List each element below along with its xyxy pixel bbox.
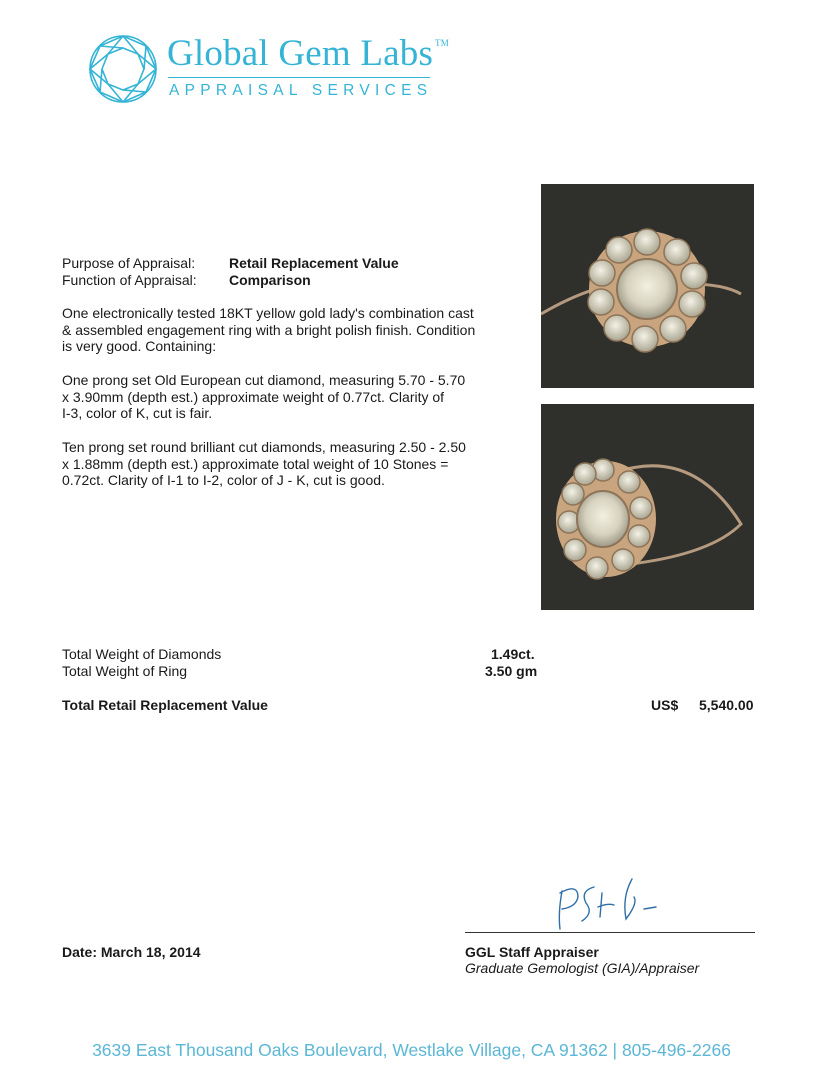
description-line: Ten prong set round brilliant cut diamonds, measuring 2.50 - 2.50: [62, 439, 466, 455]
ring-weight-label: Total Weight of Ring: [62, 663, 188, 679]
ring-side-view-photo: [541, 404, 754, 610]
ring-weight-value: 3.50 gm: [485, 663, 538, 679]
appraiser-title: Graduate Gemologist (GIA)/Appraiser: [465, 960, 700, 976]
function-label: Function of Appraisal:: [62, 272, 197, 288]
description-line: One prong set Old European cut diamond, measuring 5.70 - 5.70: [62, 372, 466, 388]
trademark-mark: TM: [435, 38, 449, 48]
description-line: x 3.90mm (depth est.) approximate weight of 0.77ct. Clarity of: [62, 388, 445, 405]
total-value-amount: 5,540.00: [699, 697, 754, 713]
appraiser-signature: [548, 873, 668, 935]
function-value: Comparison: [229, 272, 311, 288]
purpose-value: Retail Replacement Value: [229, 255, 399, 271]
brand-tagline: APPRAISAL SERVICES: [169, 82, 433, 99]
total-value-label: Total Retail Replacement Value: [62, 697, 268, 713]
description-line: is very good. Containing:: [62, 338, 217, 354]
diamonds-weight-value: 1.49ct.: [491, 646, 535, 662]
center-stone-description: [62, 372, 502, 422]
footer-address: 3639 East Thousand Oaks Boulevard, Westlake Village, CA 91362 | 805-496-2266: [92, 1040, 731, 1060]
side-stones-description: [62, 439, 502, 489]
appraiser-name: GGL Staff Appraiser: [465, 944, 599, 960]
appraisal-date: Date: March 18, 2014: [62, 944, 201, 960]
ring-description: [62, 305, 502, 355]
description-line: 0.72ct. Clarity of I-1 to I-2, color of J - K, cut is good.: [62, 472, 385, 488]
signature-line: [465, 932, 755, 933]
description-line: & assembled engagement ring with a bright polish finish. Condition: [62, 321, 476, 338]
diamonds-weight-label: Total Weight of Diamonds: [62, 646, 222, 662]
gem-logo-icon: [88, 34, 158, 104]
description-line: x 1.88mm (depth est.) approximate total weight of 10 Stones =: [62, 455, 449, 472]
purpose-label: Purpose of Appraisal:: [62, 255, 196, 271]
brand-name: Global Gem Labs ™: [167, 33, 449, 74]
description-line: One electronically tested 18KT yellow gold lady's combination cast: [62, 305, 474, 321]
description-line: I-3, color of K, cut is fair.: [62, 405, 213, 421]
ring-top-view-photo: [541, 184, 754, 388]
brand-divider: [168, 77, 430, 78]
currency-label: US$: [651, 697, 679, 713]
